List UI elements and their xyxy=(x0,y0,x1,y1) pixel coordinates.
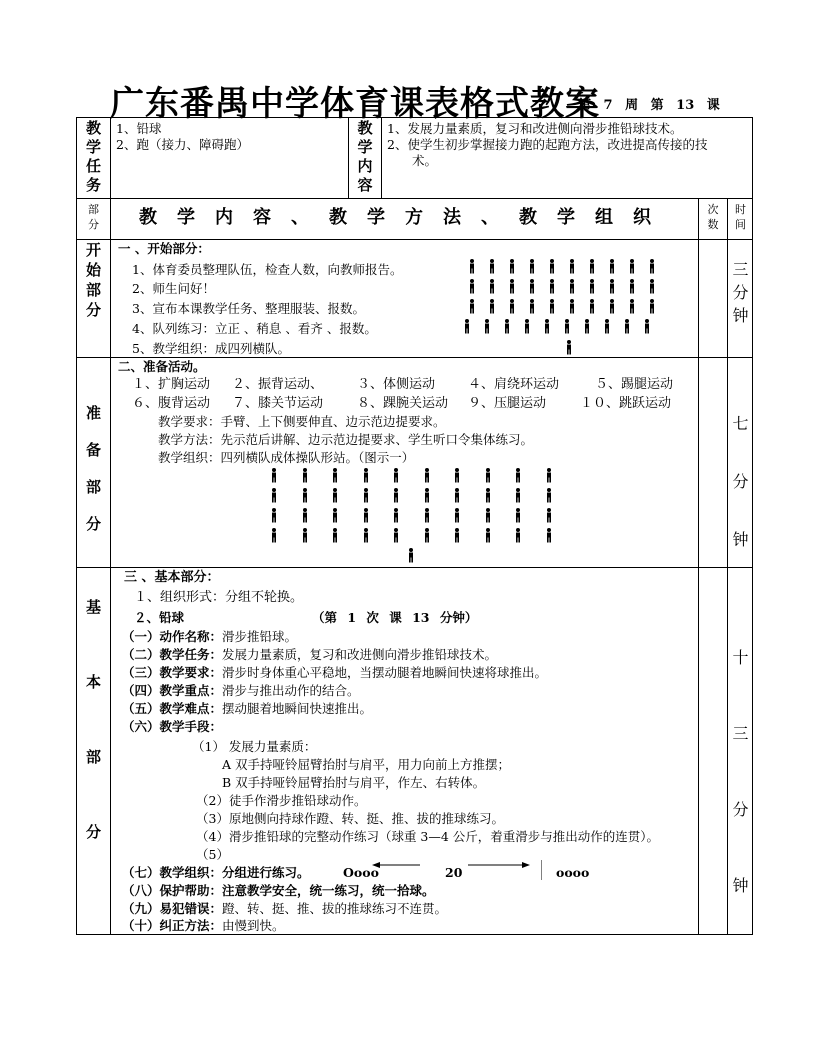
content-item: 术。 xyxy=(412,153,438,168)
prep-item: １、扩胸运动 xyxy=(132,377,211,392)
start-label: 开 始 部 分 xyxy=(85,241,101,319)
basic-time: 十 三 分 钟 xyxy=(732,648,749,895)
means-2: （2）徒手作滑步推铅球动作。 xyxy=(196,793,367,808)
student-figure-icon xyxy=(514,468,522,483)
student-figure-icon xyxy=(331,528,339,543)
item-value: 滑步时身体重心平稳地，当摆动腿着地瞬间快速将球推出。 xyxy=(222,665,548,680)
task-label: 教 学 任 务 xyxy=(85,119,101,194)
group-a: Oooo xyxy=(343,865,379,880)
shot-put-heading: ２、铅球 xyxy=(134,610,185,625)
col-divider xyxy=(698,198,699,935)
item-key: （十）纠正方法： xyxy=(122,918,223,933)
student-figure-icon xyxy=(508,299,516,314)
student-figure-icon xyxy=(483,319,491,334)
student-figure-icon xyxy=(362,488,370,503)
prep-title: 二、准备活动。 xyxy=(118,359,206,374)
student-figure-icon xyxy=(423,488,431,503)
student-figure-icon xyxy=(545,488,553,503)
student-figure-icon xyxy=(484,508,492,523)
start-line: 2、师生问好！ xyxy=(132,281,215,296)
count-header: 次 数 xyxy=(707,203,719,231)
student-figure-icon xyxy=(588,299,596,314)
basic-label: 基 本 部 分 xyxy=(85,598,101,841)
student-figure-icon xyxy=(423,468,431,483)
prep-time: 七 分 钟 xyxy=(732,414,749,549)
content-item: 2、使学生初步掌握接力跑的起跑方法，改进提高传接的技 xyxy=(387,137,708,152)
student-figure-icon xyxy=(568,299,576,314)
task-item: 2、跑（接力、障碍跑） xyxy=(116,137,249,152)
prep-requirement: 教学要求：手臂、上下侧要伸直、边示范边提要求。 xyxy=(158,414,446,429)
student-figure-icon xyxy=(362,508,370,523)
page-title: 广东番禺中学体育课表格式教案 xyxy=(110,84,600,124)
student-figure-icon xyxy=(628,279,636,294)
distance-value: 20 xyxy=(445,865,463,880)
item-value: 蹬、转、挺、推、拔的推球练习不连贯。 xyxy=(222,901,448,916)
time-header: 时 间 xyxy=(735,203,746,231)
means-1: （1） 发展力量素质： xyxy=(192,739,317,754)
start-line: 5、教学组织：成四列横队。 xyxy=(132,341,290,356)
student-figure-icon xyxy=(608,279,616,294)
student-figure-icon xyxy=(488,259,496,274)
prep-item: ９、压腿运动 xyxy=(468,396,547,411)
lesson-count: （第 1 次 课 13 分钟） xyxy=(312,610,478,625)
task-item: 1、铅球 xyxy=(116,121,162,136)
item-key: （七）教学组织：分组进行练习。 xyxy=(122,865,310,880)
student-figure-icon xyxy=(545,528,553,543)
student-figure-icon xyxy=(514,508,522,523)
start-line: 1、体育委员整理队伍，检查人数，向教师报告。 xyxy=(132,262,403,277)
student-figure-icon xyxy=(423,508,431,523)
prep-item: １０、跳跃运动 xyxy=(580,396,672,411)
student-figure-icon xyxy=(514,528,522,543)
student-figure-icon xyxy=(331,468,339,483)
prep-item: ５、踢腿运动 xyxy=(595,377,674,392)
main-header: 教学内容、教学方法、教学组织 xyxy=(139,207,671,228)
student-figure-icon xyxy=(362,468,370,483)
row-divider xyxy=(76,567,753,568)
student-figure-icon xyxy=(545,508,553,523)
basic-title: 三 、基本部分： xyxy=(124,570,220,585)
student-figure-icon xyxy=(603,319,611,334)
means-1b: B 双手持哑铃屈臂抬肘与肩平，作左、右转体。 xyxy=(222,775,486,790)
student-figure-icon xyxy=(648,299,656,314)
student-figure-icon xyxy=(301,468,309,483)
student-figure-icon xyxy=(503,319,511,334)
student-figure-icon xyxy=(468,259,476,274)
student-figure-icon xyxy=(523,319,531,334)
student-figure-icon xyxy=(301,508,309,523)
student-figure-icon xyxy=(484,488,492,503)
student-figure-icon xyxy=(548,299,556,314)
student-figure-icon xyxy=(488,299,496,314)
prep-item: ３、体侧运动 xyxy=(357,377,436,392)
item-value: 摆动腿着地瞬间快速推出。 xyxy=(222,701,373,716)
content-item: 1、发展力量素质，复习和改进侧向滑步推铅球技术。 xyxy=(387,121,683,136)
prep-item: ２、振背运动、 xyxy=(232,377,324,392)
student-figure-icon xyxy=(568,279,576,294)
means-4: （4）滑步推铅球的完整动作练习（球重 3—4 公斤，着重滑步与推出动作的连贯）。 xyxy=(196,829,660,844)
student-figure-icon xyxy=(468,299,476,314)
means-5: （5） xyxy=(196,847,229,862)
item-value: 滑步与推出动作的结合。 xyxy=(222,683,360,698)
student-figure-icon xyxy=(528,259,536,274)
student-figure-icon xyxy=(463,319,471,334)
student-figure-icon xyxy=(270,468,278,483)
prep-item: ７、膝关节运动 xyxy=(232,396,324,411)
start-line: 3、宣布本课教学任务、整理服装、报数。 xyxy=(132,301,365,316)
item-key: （五）教学难点： xyxy=(122,701,223,716)
student-figure-icon xyxy=(392,488,400,503)
col-divider xyxy=(381,117,382,198)
row-divider xyxy=(76,357,753,358)
student-figure-icon xyxy=(588,279,596,294)
student-figure-icon xyxy=(545,468,553,483)
item-key: （六）教学手段： xyxy=(122,719,223,734)
student-figure-icon xyxy=(301,488,309,503)
prep-item: ４、肩绕环运动 xyxy=(468,377,560,392)
student-figure-icon xyxy=(453,468,461,483)
student-figure-icon xyxy=(608,259,616,274)
student-figure-icon xyxy=(528,299,536,314)
student-figure-icon xyxy=(548,259,556,274)
means-1a: A 双手持哑铃屈臂抬肘与肩平，用力向前上方推摆； xyxy=(222,757,511,772)
item-key: （四）教学重点： xyxy=(122,683,223,698)
student-figure-icon xyxy=(628,259,636,274)
student-figure-icon xyxy=(468,279,476,294)
content-label: 教 学 内 容 xyxy=(357,119,373,194)
group-b: oooo xyxy=(556,865,590,880)
row-divider xyxy=(76,198,753,199)
student-figure-icon xyxy=(648,279,656,294)
item-key: （一）动作名称： xyxy=(122,629,223,644)
prep-item: ６、腹背运动 xyxy=(132,396,211,411)
row-divider xyxy=(76,239,753,240)
means-3: （3）原地侧向持球作蹬、转、挺、推、拔的推球练习。 xyxy=(196,811,504,826)
item-key: （九）易犯错误： xyxy=(122,901,223,916)
start-title: 一 、开始部分： xyxy=(118,241,210,256)
student-figure-icon xyxy=(331,508,339,523)
student-figure-icon xyxy=(643,319,651,334)
item-key: （三）教学要求： xyxy=(122,665,223,680)
student-figure-icon xyxy=(270,528,278,543)
prep-method: 教学方法：先示范后讲解、边示范边提要求、学生听口令集体练习。 xyxy=(158,432,534,447)
item-value: 发展力量素质，复习和改进侧向滑步推铅球技术。 xyxy=(222,647,498,662)
student-figure-icon xyxy=(568,259,576,274)
student-figure-icon xyxy=(508,259,516,274)
prep-label: 准 备 部 分 xyxy=(85,404,101,533)
protection-line: （八）保护帮助：注意教学安全，统一练习，统一拾球。 xyxy=(122,883,435,898)
student-figure-icon xyxy=(628,299,636,314)
part-header: 部 分 xyxy=(88,203,99,231)
student-figure-icon xyxy=(514,488,522,503)
student-figure-icon xyxy=(548,279,556,294)
start-line: 4、队列练习：立正 、稍息 、看齐 、报数。 xyxy=(132,321,377,336)
item-key: （二）教学任务： xyxy=(122,647,223,662)
student-figure-icon xyxy=(528,279,536,294)
student-figure-icon xyxy=(392,468,400,483)
student-figure-icon xyxy=(583,319,591,334)
student-figure-icon xyxy=(648,259,656,274)
student-figure-icon xyxy=(407,548,415,563)
student-figure-icon xyxy=(565,340,573,355)
student-figure-icon xyxy=(453,528,461,543)
student-figure-icon xyxy=(543,319,551,334)
student-figure-icon xyxy=(488,279,496,294)
col-divider xyxy=(110,117,111,935)
student-figure-icon xyxy=(392,528,400,543)
item-value: 由慢到快。 xyxy=(222,918,285,933)
student-figure-icon xyxy=(608,299,616,314)
student-figure-icon xyxy=(453,488,461,503)
student-figure-icon xyxy=(588,259,596,274)
student-figure-icon xyxy=(362,528,370,543)
student-figure-icon xyxy=(392,508,400,523)
student-figure-icon xyxy=(484,528,492,543)
student-figure-icon xyxy=(270,488,278,503)
student-figure-icon xyxy=(331,488,339,503)
prep-organization: 教学组织：四列横队成体操队形站。（图示一） xyxy=(158,450,415,465)
basic-org-form: １、组织形式：分组不轮换。 xyxy=(134,590,304,605)
student-figure-icon xyxy=(563,319,571,334)
student-figure-icon xyxy=(270,508,278,523)
student-figure-icon xyxy=(623,319,631,334)
student-figure-icon xyxy=(453,508,461,523)
item-value: 滑步推铅球。 xyxy=(222,629,298,644)
prep-item: ８、踝腕关运动 xyxy=(357,396,449,411)
student-figure-icon xyxy=(423,528,431,543)
week-info: 第 7 周 第 13 课 xyxy=(578,98,720,113)
start-time: 三 分 钟 xyxy=(732,260,749,325)
student-figure-icon xyxy=(508,279,516,294)
student-figure-icon xyxy=(484,468,492,483)
student-figure-icon xyxy=(301,528,309,543)
